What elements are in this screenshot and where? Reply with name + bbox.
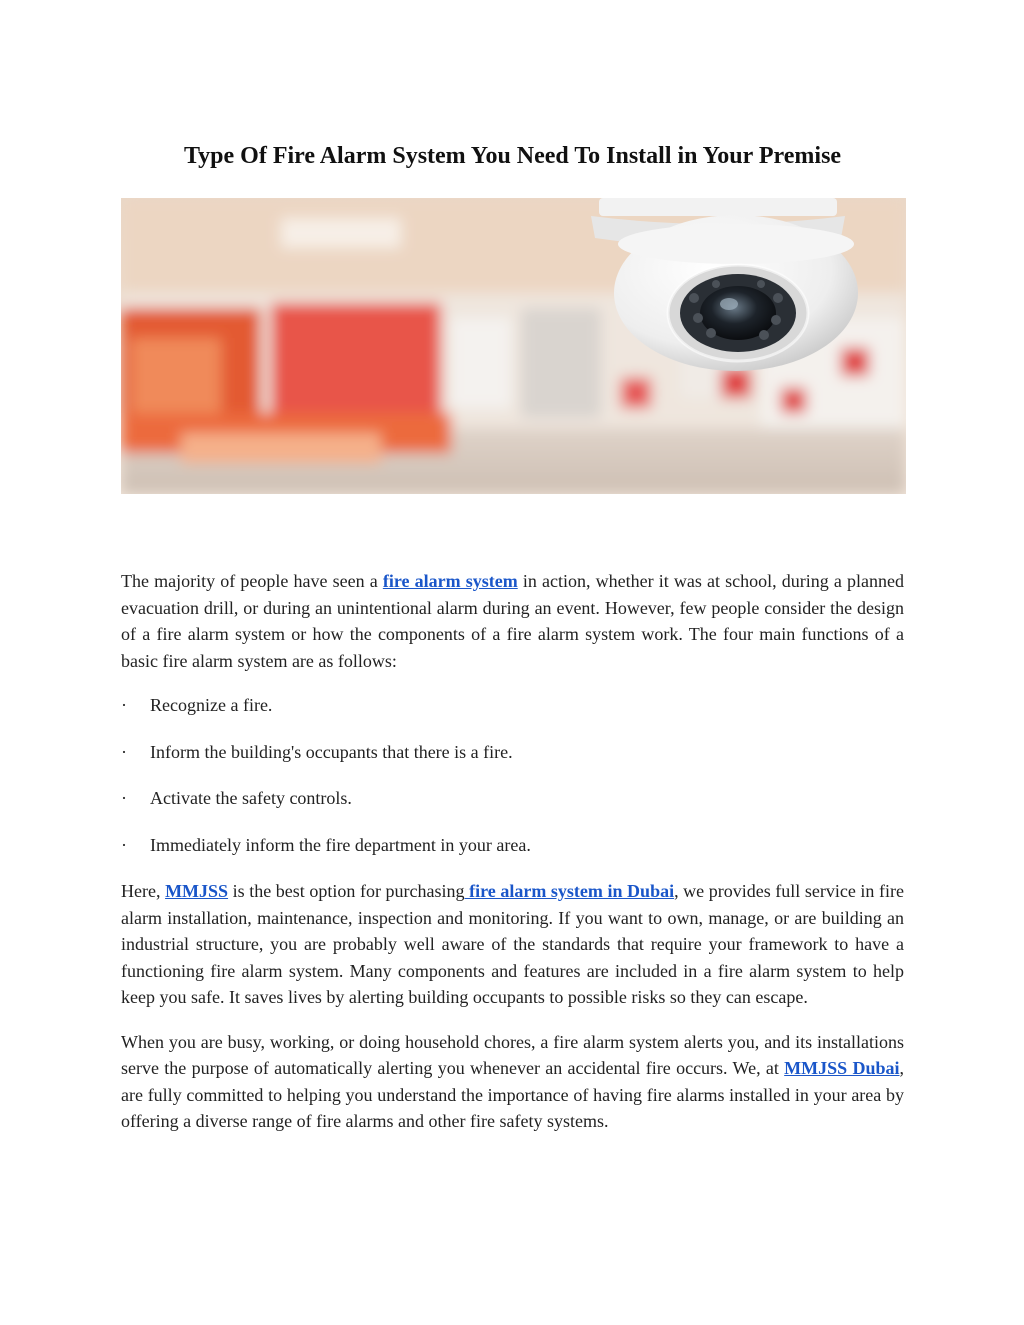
list-item-text: Inform the building's occupants that there is a fire. [150,741,513,762]
mmjss-link[interactable]: MMJSS [165,881,229,901]
functions-list [121,692,904,858]
fire-alarm-system-link[interactable]: fire alarm system [382,571,518,591]
list-item-text: Activate the safety controls. [150,788,352,808]
mmjss-text-3: , we provides full service in fire alarm installation, maintenance, inspection and monitoring. If you want to own, manage, or are building an industrial structure, you are probably well aware of the standards that require your framework to have a functioning fire alarm system. Many components and features are included in a fire alarm system to help keep you safe. It saves lives by alerting building occupants to possible risks so they can escape. [121,881,904,1007]
bullet-dot: · [121,695,127,715]
list-item [121,832,904,859]
list-item [121,785,904,812]
list-item [121,739,904,766]
list-item-text: Recognize a fire. [150,695,273,715]
mmjss-text-1: Here, [121,881,166,901]
mmjss-dubai-link[interactable]: MMJSS Dubai [784,1058,900,1078]
intro-paragraph [121,568,904,674]
closing-paragraph [121,1029,904,1135]
list-item-text: Immediately inform the fire department in your area. [150,834,531,855]
closing-text-1: When you are busy, working, or doing household chores, a fire alarm system alerts you, and its installations serve the purpose of automatically alerting you whenever an accidental fire occurs. We, at [121,1031,904,1078]
fire-alarm-system-dubai-link[interactable]: fire alarm system in Dubai [464,881,675,901]
article-body [121,568,904,1135]
security-camera-photo [121,198,906,494]
bullet-dot: · [121,834,127,855]
bullet-dot: · [121,741,127,762]
closing-text-2: , are fully committed to helping you understand the importance of having fire alarms installed in your area by offering a diverse range of fire alarms and other fire safety systems. [121,1058,904,1131]
intro-text-end: in action, whether it was at school, during a planned evacuation drill, or during an unintentional alarm during an event. However, few people consider the design of a fire alarm system or how the components of a fire alarm system work. The four main functions of a basic fire alarm system are as follows: [121,571,904,671]
mmjss-text-2: is the best option for purchasing [228,881,465,901]
intro-text-start: The majority of people have seen a [121,571,383,591]
mmjss-paragraph [121,878,904,1011]
list-item [121,692,904,719]
page-title: Type Of Fire Alarm System You Need To Install in Your Premise [183,143,842,169]
bullet-dot: · [121,788,127,808]
